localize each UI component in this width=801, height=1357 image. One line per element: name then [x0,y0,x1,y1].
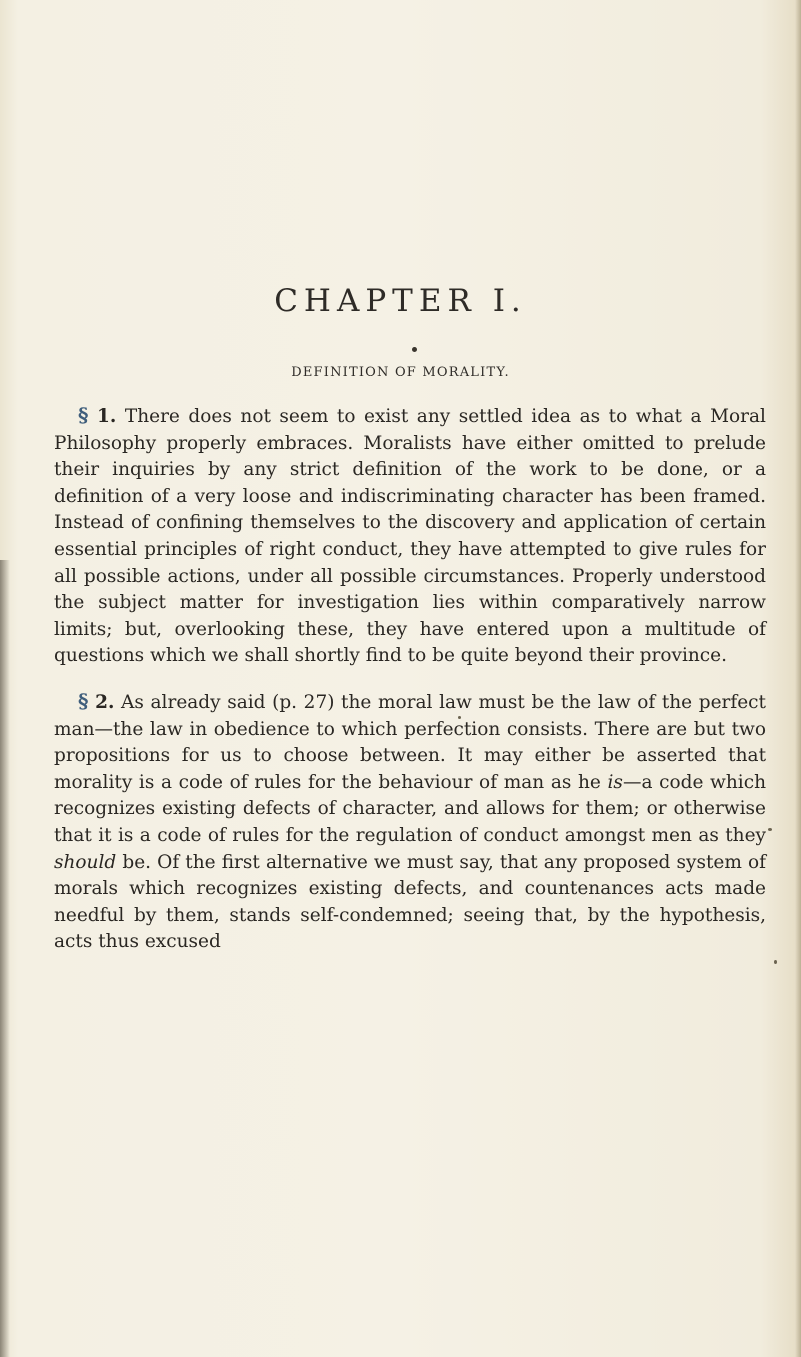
page-edge [795,0,801,1357]
paragraph-text: There does not seem to exist any settled idea as to what a Moral Philosophy properly embraces. Moralists have either omitted to prelude their inquiries by any strict definition of the work to be done, or a definition of a very loose and indiscriminating character has been framed. Instead of confining themselves to the discovery and application of certain essential principles of right conduct, they have attempted to give rules for all possible actions, under all possible circumstances. Properly understood the subject matter for investigation lies within comparatively narrow limits; but, overlooking these, they have entered upon a multitude of questions which we shall shortly find to be quite beyond their province. [54,406,766,667]
section-mark: § [78,403,89,427]
paper-fleck [768,828,772,831]
paper-fleck [774,960,777,964]
spine-shadow [0,560,10,1357]
chapter-heading: CHAPTER I. [274,283,527,319]
body-text [54,402,766,956]
paragraph-1 [54,402,766,670]
section-title: DEFINITION OF MORALITY. [291,365,510,380]
ornament-dot [412,347,417,352]
section-number: 2. [95,691,115,713]
section-mark: § [78,688,89,713]
emphasis-should: should [54,851,117,873]
paragraph-2 [54,688,766,956]
paragraph-text: As already said (p. 27) the moral law must be the law of the perfect man—the law in obedience to which perfection consists. There are but two propositions for us to choose between. It may either be asserted that morality is a code of rules for the behaviour of man as he [54,691,766,793]
paragraph-text: —a code which recognizes existing defects of character, and allows for them; or otherwise that it is a code of rules for the regulation of conduct amongst men as they [54,771,766,846]
paper-fleck [458,716,461,719]
paragraph-text: be. Of the first alternative we must say, that any proposed system of morals which recognizes existing defects, and countenances acts made needful by them, stands self-condemned; seeing that, by the hypothesis, acts thus excused [54,851,766,953]
emphasis-is: is [607,771,623,793]
section-number: 1. [97,406,117,427]
